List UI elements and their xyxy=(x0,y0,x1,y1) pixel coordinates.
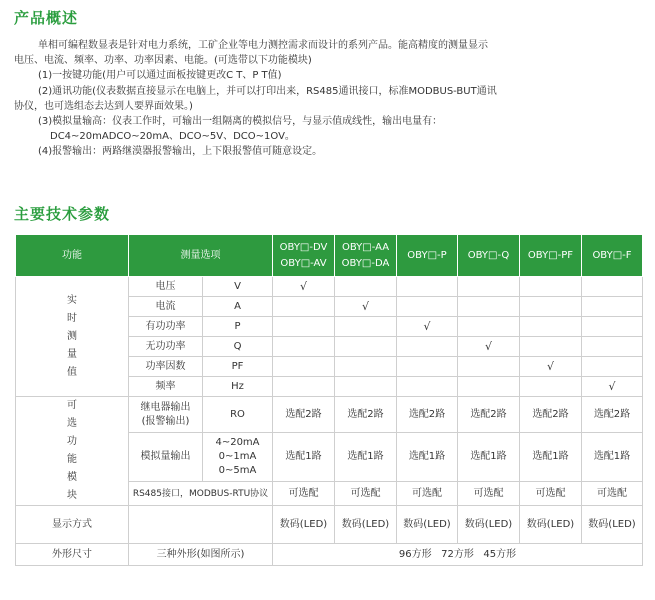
display-value: 数码(LED) xyxy=(273,506,335,544)
table-header-row xyxy=(16,235,643,277)
analog-option: 选配1路 xyxy=(335,433,397,482)
header-options: 测量选项 xyxy=(129,235,273,277)
analog-option: 选配1路 xyxy=(397,433,458,482)
section-title-specs: 主要技术参数 xyxy=(14,205,111,223)
spec-table xyxy=(15,234,643,566)
comm-option: 可选配 xyxy=(520,482,582,506)
table-row xyxy=(16,397,643,433)
header-model-da: OBY□-DA xyxy=(341,257,390,269)
comm-option: 可选配 xyxy=(458,482,520,506)
relay-option: 选配2路 xyxy=(397,397,458,433)
check-mark: √ xyxy=(335,297,397,317)
group-realtime-values: 实 时 测 量 值 xyxy=(16,277,129,397)
measure-symbol: Q xyxy=(203,337,273,357)
comm-interface-name: RS485接口，MODBUS-RTU协议 xyxy=(129,482,273,506)
check-mark: √ xyxy=(397,317,458,337)
header-model-pf: OBY□-PF xyxy=(520,235,582,277)
relay-option: 选配2路 xyxy=(273,397,335,433)
measure-name: 功率因数 xyxy=(129,357,203,377)
measure-symbol: PF xyxy=(203,357,273,377)
relay-output-name: 继电器输出 (报警输出) xyxy=(129,397,203,433)
intro-item-1: (1)一按键功能(用户可以通过面板按键更改C T、P T值) xyxy=(38,70,282,82)
relay-option: 选配2路 xyxy=(520,397,582,433)
analog-option: 选配1路 xyxy=(582,433,643,482)
comm-option: 可选配 xyxy=(273,482,335,506)
table-row xyxy=(16,544,643,566)
shape-value: 96方形 72方形 45方形 xyxy=(273,544,643,566)
measure-name: 无功功率 xyxy=(129,337,203,357)
section-title-overview: 产品概述 xyxy=(14,9,79,27)
measure-symbol: A xyxy=(203,297,273,317)
measure-symbol: P xyxy=(203,317,273,337)
intro-item-4: (4)报警输出：两路继漠器报警输出，上下限报警值可随意设定。 xyxy=(38,146,323,158)
measure-symbol: V xyxy=(203,277,273,297)
check-mark: √ xyxy=(273,277,335,297)
header-model-q: OBY□-Q xyxy=(458,235,520,277)
intro-item-3-cont: DC4~20mADCO~20mA、DCO~5V、DCO~1OV。 xyxy=(50,131,295,143)
table-row xyxy=(16,277,643,297)
intro-item-2: (2)通讯功能(仪表数据直接显示在电脑上，并可以打印出来，RS485通讯接口，标准MODBUS-BUT通讯 xyxy=(38,85,497,97)
measure-name: 电压 xyxy=(129,277,203,297)
analog-option: 选配1路 xyxy=(458,433,520,482)
table-row xyxy=(16,506,643,544)
header-function: 功能 xyxy=(16,235,129,277)
header-model-dv-av xyxy=(273,235,335,277)
display-value: 数码(LED) xyxy=(335,506,397,544)
check-mark: √ xyxy=(458,337,520,357)
measure-name: 有功功率 xyxy=(129,317,203,337)
analog-output-name: 模拟量输出 xyxy=(129,433,203,482)
analog-option: 选配1路 xyxy=(520,433,582,482)
display-value: 数码(LED) xyxy=(582,506,643,544)
group-optional-modules: 可 选 功 能 模 块 xyxy=(16,397,129,506)
relay-output-symbol: RO xyxy=(203,397,273,433)
analog-output-symbols: 4~20mA 0~1mA 0~5mA xyxy=(203,433,273,482)
measure-symbol: Hz xyxy=(203,377,273,397)
shape-option: 三种外形(如图所示) xyxy=(129,544,273,566)
header-model-aa-da xyxy=(335,235,397,277)
display-value: 数码(LED) xyxy=(458,506,520,544)
intro-item-3: (3)模拟量输高：仪表工作时，可输出一组隔离的模拟信号，与显示值成线性，输出电量有： xyxy=(38,116,443,128)
intro-text xyxy=(14,38,614,160)
intro-item-2-cont: 协仪，也可选组态去达到人要界面效果。) xyxy=(14,100,193,112)
intro-line: 电压、电流、频率、功率、功率因素、电能。(可选带以下功能模块) xyxy=(14,55,312,67)
header-model-aa: OBY□-AA xyxy=(341,241,390,253)
header-model-dv: OBY□-DV xyxy=(279,241,328,253)
display-value: 数码(LED) xyxy=(520,506,582,544)
comm-option: 可选配 xyxy=(397,482,458,506)
measure-name: 电流 xyxy=(129,297,203,317)
measure-name: 频率 xyxy=(129,377,203,397)
header-model-f: OBY□-F xyxy=(582,235,643,277)
intro-line: 单相可编程数显表是针对电力系统，工矿企业等电力测控需求而设计的系列产品。能高精度的测量显示 xyxy=(38,40,488,51)
header-model-p: OBY□-P xyxy=(397,235,458,277)
display-label: 显示方式 xyxy=(16,506,129,544)
comm-option: 可选配 xyxy=(582,482,643,506)
header-model-av: OBY□-AV xyxy=(280,257,327,269)
check-mark: √ xyxy=(582,377,643,397)
comm-option: 可选配 xyxy=(335,482,397,506)
display-value: 数码(LED) xyxy=(397,506,458,544)
analog-option: 选配1路 xyxy=(273,433,335,482)
relay-option: 选配2路 xyxy=(335,397,397,433)
relay-option: 选配2路 xyxy=(582,397,643,433)
check-mark: √ xyxy=(520,357,582,377)
shape-label: 外形尺寸 xyxy=(16,544,129,566)
relay-option: 选配2路 xyxy=(458,397,520,433)
